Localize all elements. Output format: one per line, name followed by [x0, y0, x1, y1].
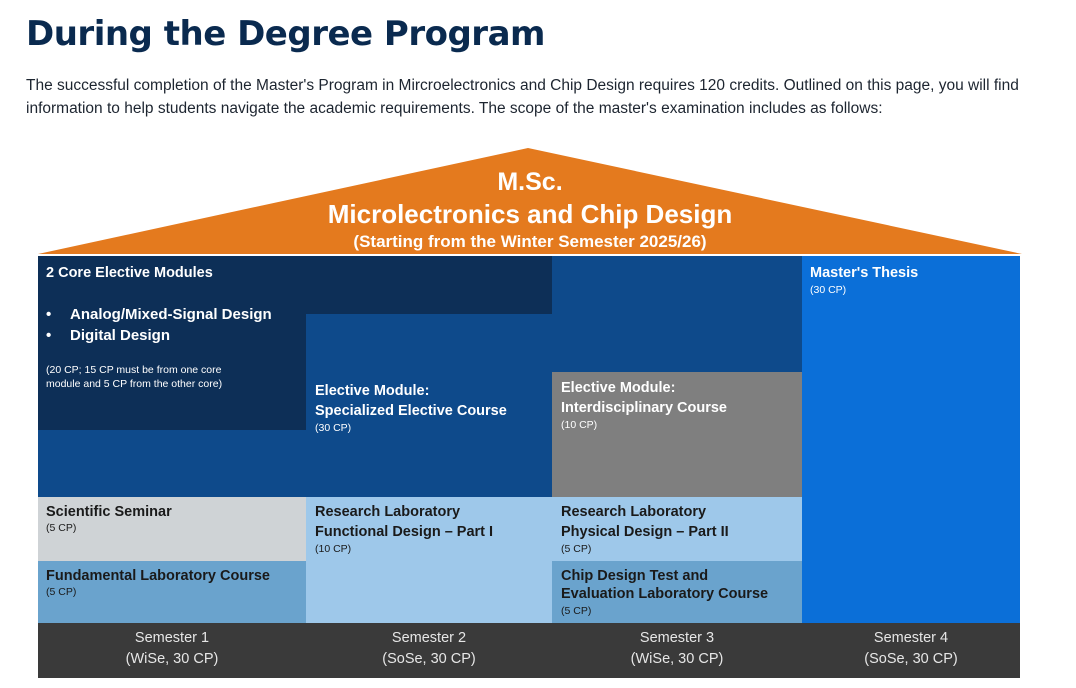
interdisciplinary-cp: (10 CP) — [561, 419, 598, 431]
specialized-cp: (30 CP) — [315, 422, 352, 434]
semester-detail: (SoSe, 30 CP) — [864, 651, 958, 667]
semester-name: Semester 1 — [134, 630, 210, 646]
thesis-cp: (30 CP) — [810, 284, 847, 296]
semester-4-label — [811, 628, 1011, 670]
semester-detail: (WiSe, 30 CP) — [630, 651, 724, 667]
specialized-title-2: Specialized Elective Course — [315, 403, 507, 419]
core-modules-note-2: module and 5 CP from the other core) — [46, 378, 223, 390]
specialized-title-1: Elective Module: — [315, 383, 430, 399]
intro-paragraph: The successful completion of the Master's Program in Mircroelectronics and Chip Design requires 120 credits. Outlined on this page, you will find information to help students navigate the academic requirements. The scope of the master's examination includes as follows: — [26, 77, 1019, 117]
semester-name: Semester 2 — [391, 630, 467, 646]
core-modules-title: 2 Core Elective Modules — [46, 265, 213, 281]
core-module-item: • Digital Design — [46, 325, 272, 346]
fundamental-lab-title: Fundamental Laboratory Course — [46, 568, 270, 584]
semester-detail: (WiSe, 30 CP) — [125, 651, 219, 667]
chip-test-cp: (5 CP) — [561, 605, 592, 617]
roof-program-name: Microlectronics and Chip Design — [327, 199, 733, 229]
semester-3-label — [577, 628, 777, 670]
page-title: During the Degree Program — [26, 14, 545, 54]
core-modules-note-1: (20 CP; 15 CP must be from one core — [46, 364, 222, 376]
thesis-block — [802, 256, 1020, 623]
semester-name: Semester 4 — [873, 630, 949, 646]
research-lab-2-title-1: Research Laboratory — [561, 504, 707, 520]
semester-2-label — [329, 628, 529, 670]
chip-test-title-1: Chip Design Test and — [561, 568, 709, 584]
research-lab-1-title-1: Research Laboratory — [315, 504, 461, 520]
fundamental-lab-cp: (5 CP) — [46, 586, 77, 598]
research-lab-2-cp: (5 CP) — [561, 543, 592, 555]
interdisciplinary-title-2: Interdisciplinary Course — [561, 400, 727, 416]
research-lab-1-title-2: Functional Design – Part I — [315, 524, 494, 540]
semester-name: Semester 3 — [639, 630, 715, 646]
research-lab-2-title-2: Physical Design – Part II — [561, 524, 729, 540]
semester-1-label — [72, 628, 272, 670]
semester-detail: (SoSe, 30 CP) — [382, 651, 476, 667]
roof-start-note: (Starting from the Winter Semester 2025/26) — [353, 232, 707, 251]
interdisciplinary-title-1: Elective Module: — [561, 380, 676, 396]
thesis-title: Master's Thesis — [810, 265, 919, 281]
core-module-item: • Analog/Mixed-Signal Design — [46, 304, 272, 325]
core-modules-list — [46, 304, 272, 346]
chip-test-title-2: Evaluation Laboratory Course — [561, 586, 769, 602]
roof-degree: M.Sc. — [497, 168, 563, 196]
seminar-title: Scientific Seminar — [46, 504, 172, 520]
seminar-cp: (5 CP) — [46, 522, 77, 534]
research-lab-1-cp: (10 CP) — [315, 543, 352, 555]
core-modules-top-band — [306, 256, 552, 314]
